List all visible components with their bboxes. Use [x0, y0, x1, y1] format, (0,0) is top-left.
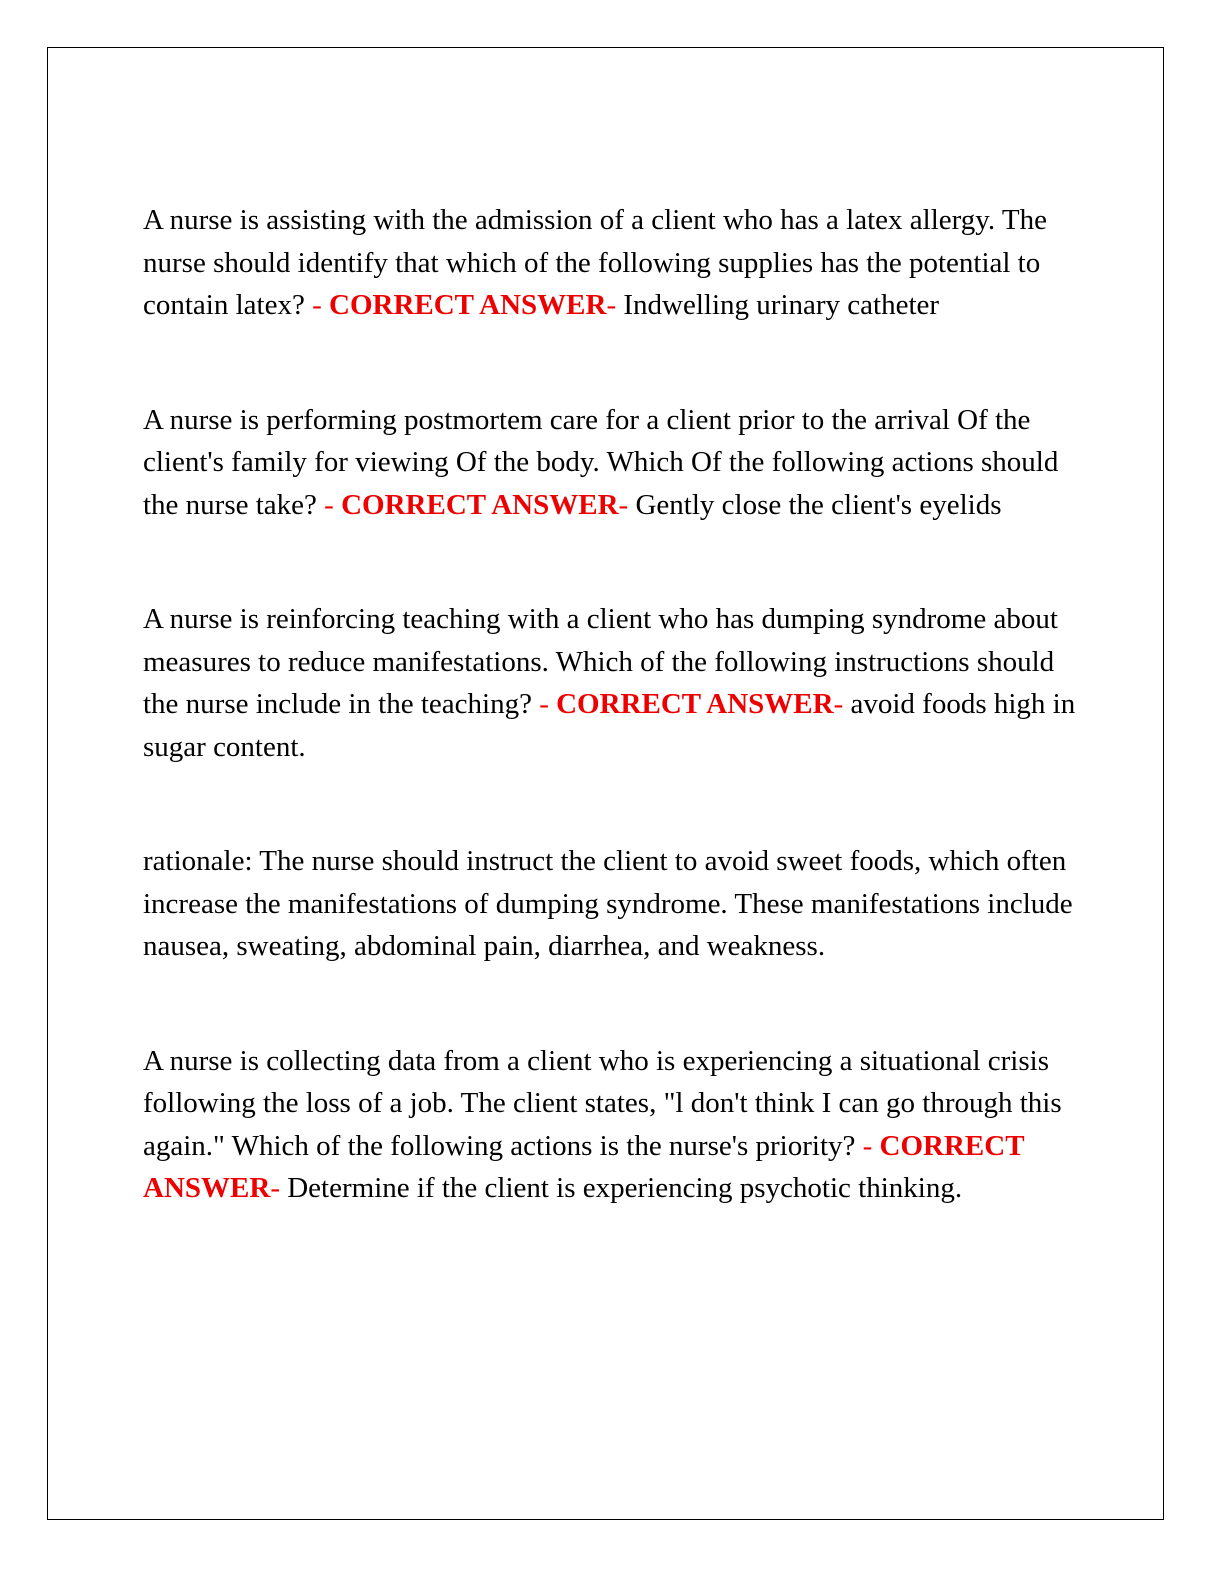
rationale-paragraph: rationale: The nurse should instruct the client to avoid sweet foods, which often increase the manifestations of dumping syndrome. These manifestations include nausea, sweating, abdominal pain, diarrhea, and weakness. [143, 845, 1073, 962]
answer-text: Indwelling urinary catheter [623, 289, 940, 321]
qa-item [143, 199, 1078, 327]
answer-text: Gently close the client's eyelids [635, 488, 1002, 521]
answer-text: avoid foods high in sugar content. [143, 688, 1076, 763]
question-text: A nurse is reinforcing teaching with a client who has dumping syndrome about measures to reduce manifestations. Which of the following instructions should the nurse include in the teaching? [143, 603, 1058, 720]
question-text: A nurse is collecting data from a client who is experiencing a situational crisis following the loss of a job. The client states, "l don't think I can go through this again." Which of the following actions is the nurse's priority? [143, 1044, 1062, 1162]
document-body [143, 199, 1078, 1282]
qa-item [143, 598, 1078, 768]
qa-item [143, 399, 1078, 527]
qa-item [143, 1040, 1078, 1210]
answer-text: Determine if the client is experiencing psychotic thinking. [287, 1172, 963, 1204]
answer-tag: - CORRECT ANSWER- [312, 289, 617, 321]
question-text: A nurse is assisting with the admission of a client who has a latex allergy. The nurse should identify that which of the following supplies has the potential to contain latex? [143, 204, 1047, 321]
answer-tag: - CORRECT ANSWER- [143, 1129, 1025, 1204]
answer-tag: - CORRECT ANSWER- [324, 488, 629, 521]
answer-tag: - CORRECT ANSWER- [539, 688, 844, 720]
question-text: A nurse is performing postmortem care for a client prior to the arrival Of the client's family for viewing Of the body. Which Of the following actions should the nurse take? [143, 403, 1059, 521]
